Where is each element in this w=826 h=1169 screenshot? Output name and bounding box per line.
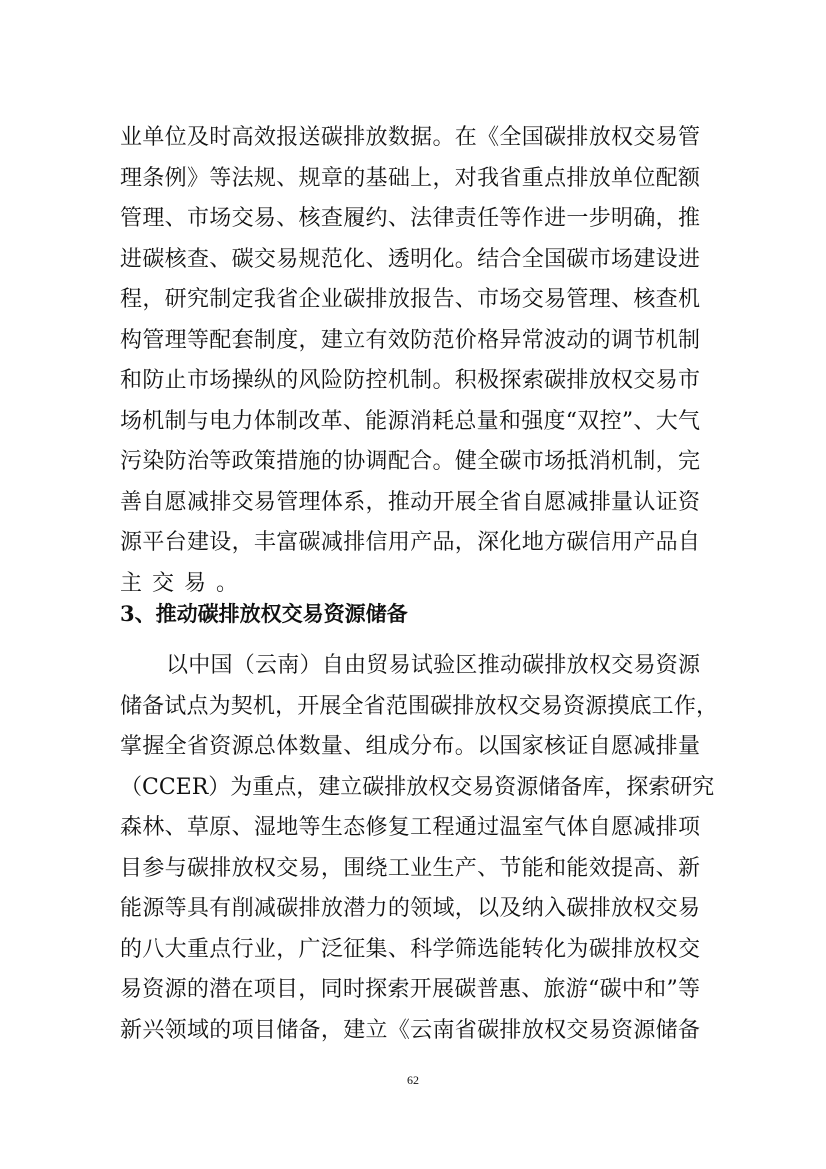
text-line: 以中国（云南）自由贸易试验区推动碳排放权交易资源 [166, 653, 700, 678]
text-line: 业单位及时高效报送碳排放数据。在《全国碳排放权交易管 [120, 125, 700, 150]
text-line: 管理、市场交易、核查履约、法律责任等作进一步明确，推 [120, 206, 700, 231]
text-line: 场机制与电力体制改革、能源消耗总量和强度“双控”、大气 [120, 408, 700, 434]
text-line: 程，研究制定我省企业碳排放报告、市场交易管理、核查机 [120, 287, 700, 312]
text-line: 理条例》等法规、规章的基础上，对我省重点排放单位配额 [120, 165, 700, 191]
text-line: 新兴领域的项目储备，建立《云南省碳排放权交易资源储备 [120, 1018, 700, 1043]
text-line: 易资源的潜在项目，同时探索开展碳普惠、旅游“碳中和”等 [120, 977, 700, 1002]
text-line: 森林、草原、湿地等生态修复工程通过温室气体自愿减排项 [120, 815, 700, 840]
text-line: 源平台建设，丰富碳减排信用产品，深化地方碳信用产品自 [120, 530, 700, 555]
text-line: （CCER）为重点，建立碳排放权交易资源储备库，探索研究 [120, 775, 715, 800]
text-line: 污染防治等政策措施的协调配合。健全碳市场抵消机制，完 [120, 449, 700, 474]
page-number: 62 [407, 1073, 419, 1087]
text-line: 和防止市场操纵的风险防控机制。积极探索碳排放权交易市 [120, 368, 700, 393]
section-heading: 3、推动碳排放权交易资源储备 [120, 601, 408, 626]
text-line: 目参与碳排放权交易，围绕工业生产、节能和能效提高、新 [120, 856, 700, 881]
text-line: 掌握全省资源总体数量、组成分布。以国家核证自愿减排量 [120, 734, 700, 759]
text-line: 能源等具有削减碳排放潜力的领域，以及纳入碳排放权交易 [120, 896, 700, 921]
text-line: 进碳核查、碳交易规范化、透明化。结合全国碳市场建设进 [120, 246, 700, 272]
text-line: 的八大重点行业，广泛征集、科学筛选能转化为碳排放权交 [120, 937, 700, 962]
text-line: 主交易。 [120, 570, 249, 596]
text-line: 善自愿减排交易管理体系，推动开展全省自愿减排量认证资 [120, 489, 700, 515]
text-line: 储备试点为契机，开展全省范围碳排放权交易资源摸底工作， [120, 694, 718, 719]
text-line: 构管理等配套制度，建立有效防范价格异常波动的调节机制 [120, 327, 700, 353]
